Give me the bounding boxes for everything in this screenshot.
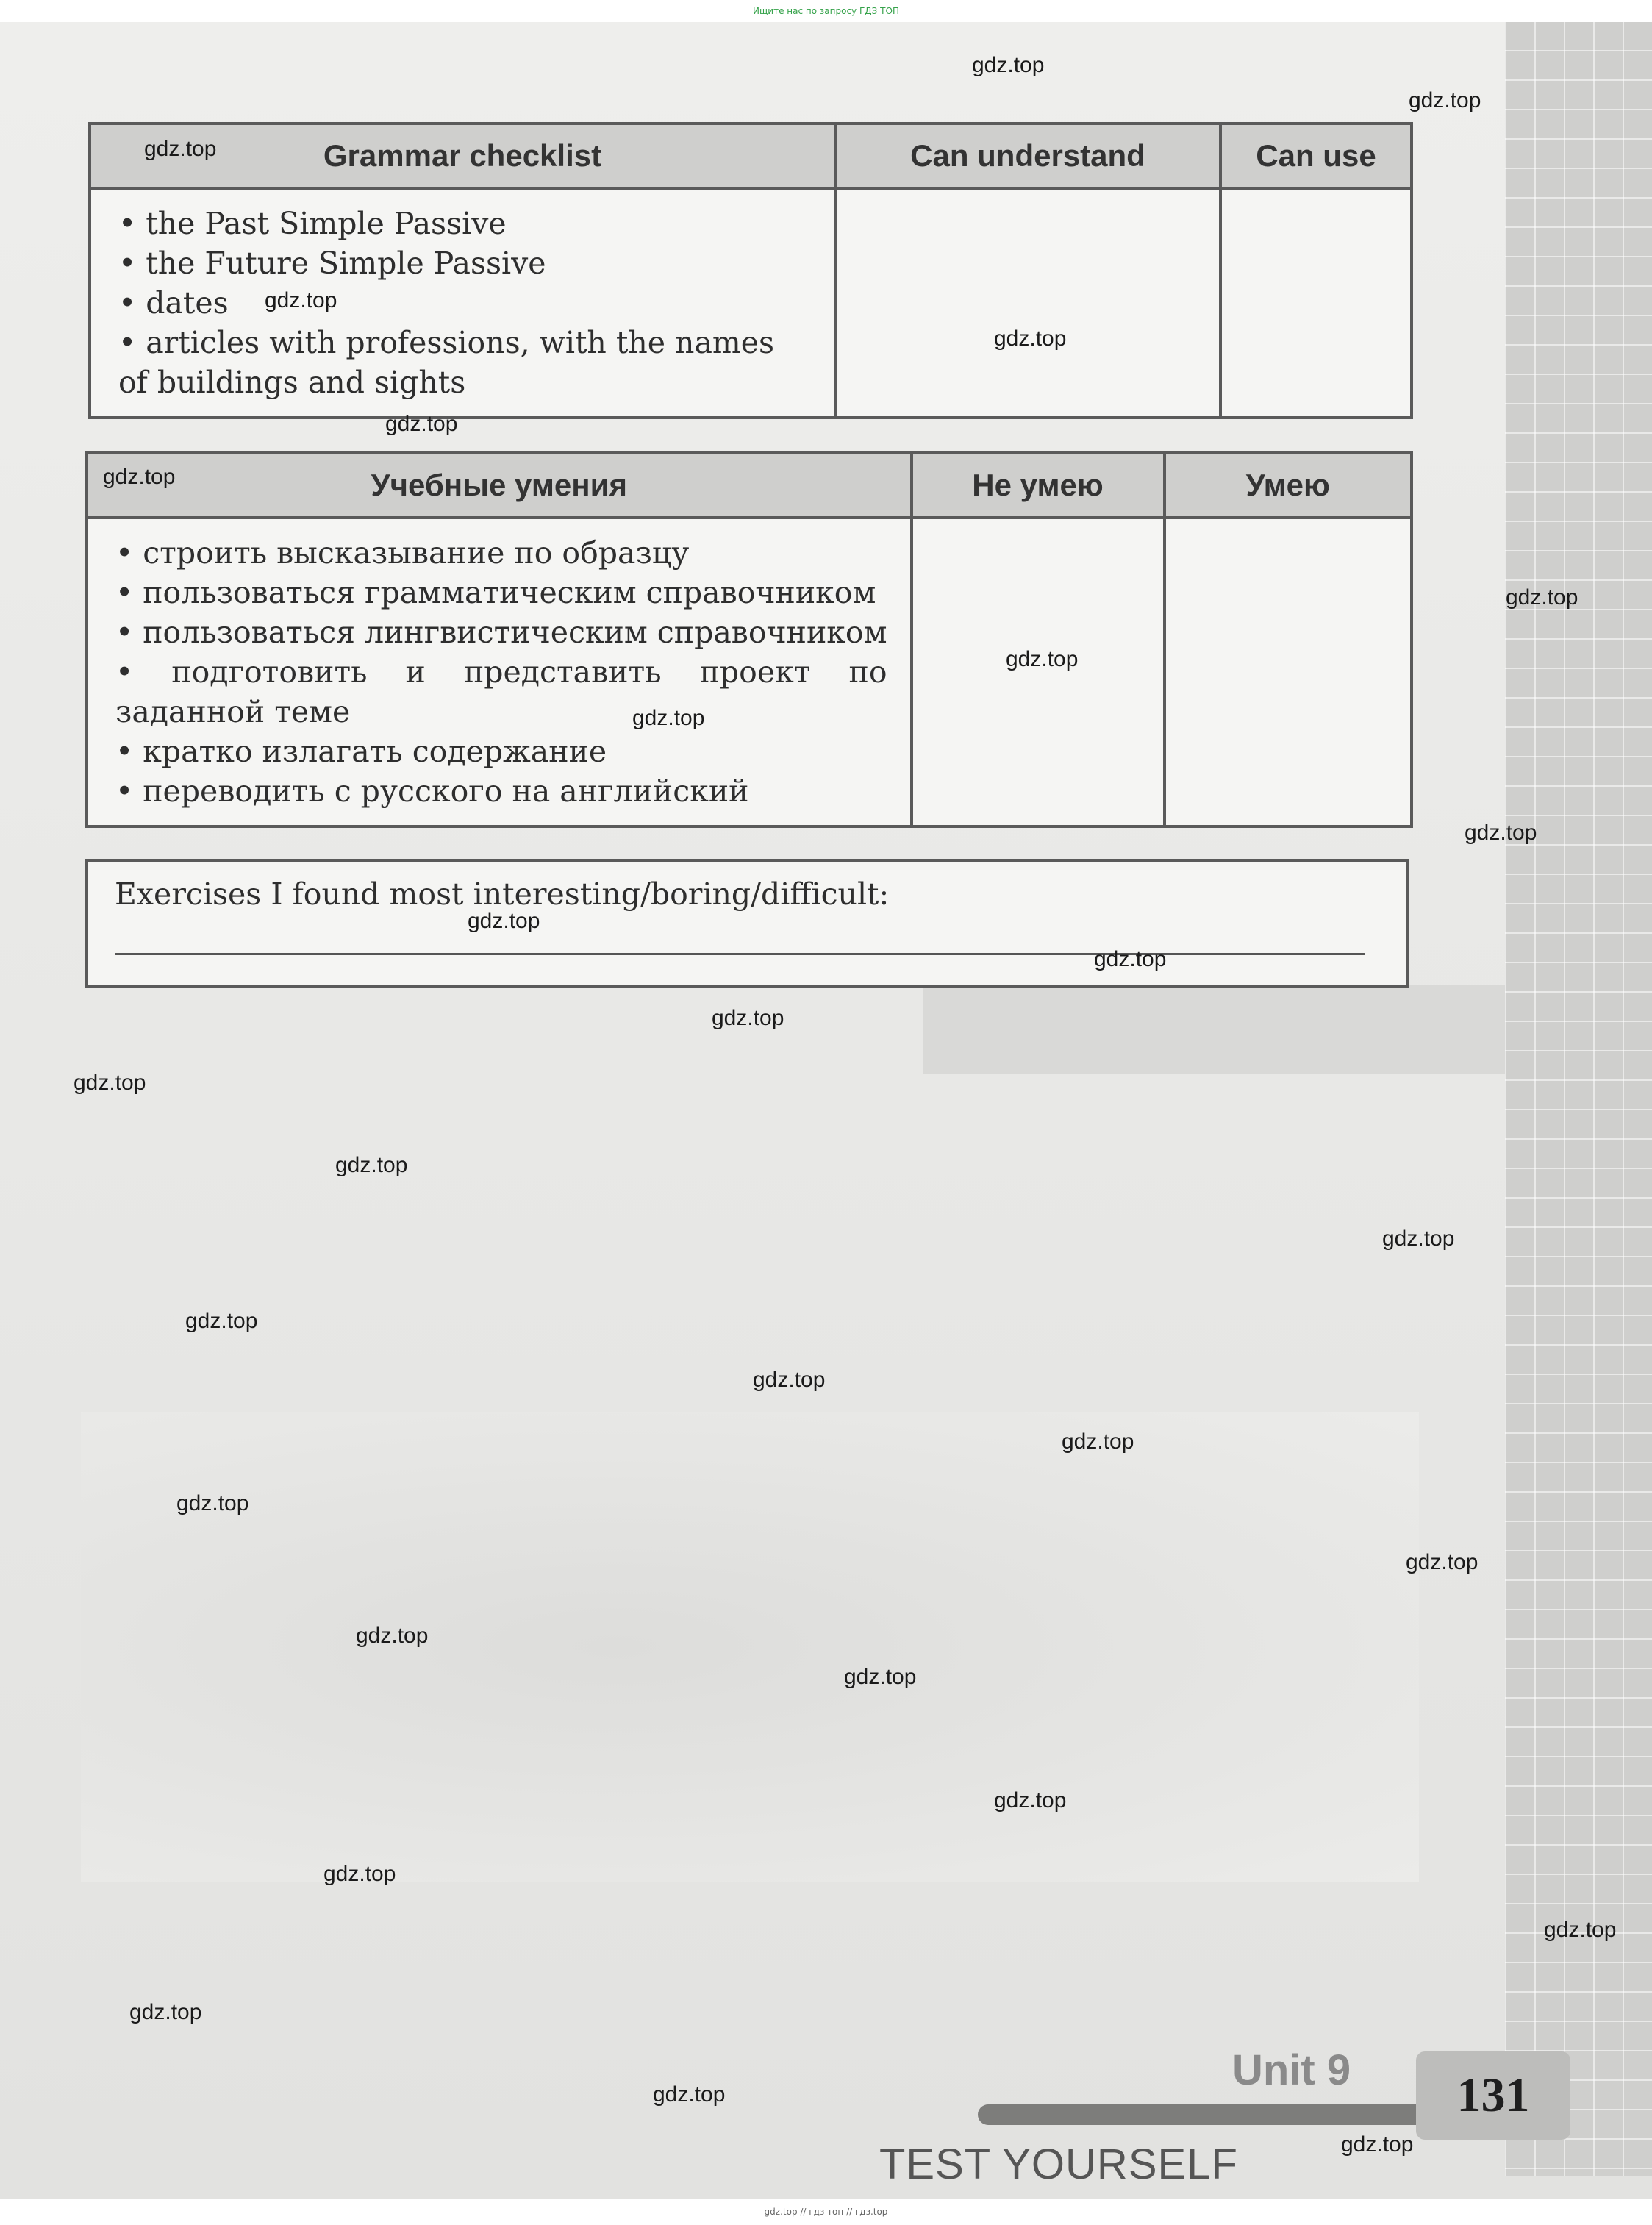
list-item: • пользоваться грамматическим справочником xyxy=(115,575,876,610)
watermark: gdz.top xyxy=(265,288,337,312)
list-item: • подготовить и представить проект по xyxy=(115,654,887,690)
watermark: gdz.top xyxy=(1465,821,1537,845)
watermark: gdz.top xyxy=(1094,947,1167,971)
watermark: gdz.top xyxy=(144,137,217,161)
watermark: gdz.top xyxy=(972,53,1045,77)
exercises-box xyxy=(85,859,1409,988)
watermark: gdz.top xyxy=(335,1153,408,1177)
watermark: gdz.top xyxy=(1062,1429,1134,1454)
watermark: gdz.top xyxy=(994,326,1067,351)
list-item: • кратко излагать содержание xyxy=(115,734,607,769)
watermark: gdz.top xyxy=(844,1665,917,1689)
watermark: gdz.top xyxy=(468,909,540,933)
page-number: 131 xyxy=(1456,2068,1530,2122)
can-use-cell[interactable] xyxy=(1220,188,1412,418)
side-grid-decoration xyxy=(1505,22,1652,2176)
can-understand-cell[interactable] xyxy=(835,188,1220,418)
watermark: gdz.top xyxy=(653,2082,726,2107)
watermark: gdz.top xyxy=(632,706,705,730)
column-header: Умею xyxy=(1165,453,1412,518)
watermark: gdz.top xyxy=(74,1071,146,1095)
watermark: gdz.top xyxy=(185,1309,258,1333)
watermark: gdz.top xyxy=(1409,88,1481,113)
list-item: • переводить с русского на английский xyxy=(115,774,749,809)
column-header: Can use xyxy=(1220,124,1412,188)
column-header: Не умею xyxy=(912,453,1165,518)
list-item: заданной теме xyxy=(115,694,351,729)
answer-line[interactable] xyxy=(115,953,1365,955)
can-cell[interactable] xyxy=(1165,518,1412,826)
watermark: gdz.top xyxy=(1406,1550,1478,1574)
list-item: • строить высказывание по образцу xyxy=(115,535,690,571)
list-item: • the Future Simple Passive xyxy=(118,246,546,281)
watermark: gdz.top xyxy=(712,1006,784,1030)
ghost-photo xyxy=(81,1412,1419,1882)
grammar-checklist-table xyxy=(88,122,1413,419)
list-item: • пользоваться лингвистическим справочником xyxy=(115,615,887,650)
column-header: Учебные умения xyxy=(87,453,912,518)
table-header-row xyxy=(87,453,1412,518)
list-item: • articles with professions, with the names xyxy=(118,325,775,360)
list-item: of buildings and sights xyxy=(118,365,466,400)
bottom-banner: gdz.top // гдз топ // гдз.top xyxy=(0,2199,1652,2225)
table-row xyxy=(87,518,1412,826)
watermark: gdz.top xyxy=(994,1788,1067,1813)
watermark: gdz.top xyxy=(129,2000,202,2024)
page-number-box xyxy=(1416,2051,1570,2140)
watermark: gdz.top xyxy=(356,1624,429,1648)
skills-table xyxy=(85,451,1413,828)
watermark: gdz.top xyxy=(323,1862,396,1886)
items-cell xyxy=(90,188,835,418)
column-header: Grammar checklist xyxy=(90,124,835,188)
list-item: • dates xyxy=(118,285,229,321)
watermark: gdz.top xyxy=(1506,585,1578,610)
top-banner: Ищите нас по запросу ГДЗ ТОП xyxy=(0,0,1652,22)
section-title: TEST YOURSELF xyxy=(879,2140,1238,2188)
unit-label: Unit 9 xyxy=(1232,2046,1351,2094)
watermark: gdz.top xyxy=(385,412,458,436)
watermark: gdz.top xyxy=(1382,1226,1455,1251)
watermark: gdz.top xyxy=(176,1491,249,1515)
watermark: gdz.top xyxy=(753,1368,826,1392)
watermark: gdz.top xyxy=(1341,2132,1414,2157)
watermark: gdz.top xyxy=(1006,647,1079,671)
column-header: Can understand xyxy=(835,124,1220,188)
table-header-row xyxy=(90,124,1412,188)
exercises-label: Exercises I found most interesting/boring/difficult: xyxy=(115,876,890,912)
watermark: gdz.top xyxy=(103,465,176,489)
cannot-cell[interactable] xyxy=(912,518,1165,826)
list-item: • the Past Simple Passive xyxy=(118,206,507,241)
watermark: gdz.top xyxy=(1544,1918,1617,1942)
items-cell xyxy=(87,518,912,826)
